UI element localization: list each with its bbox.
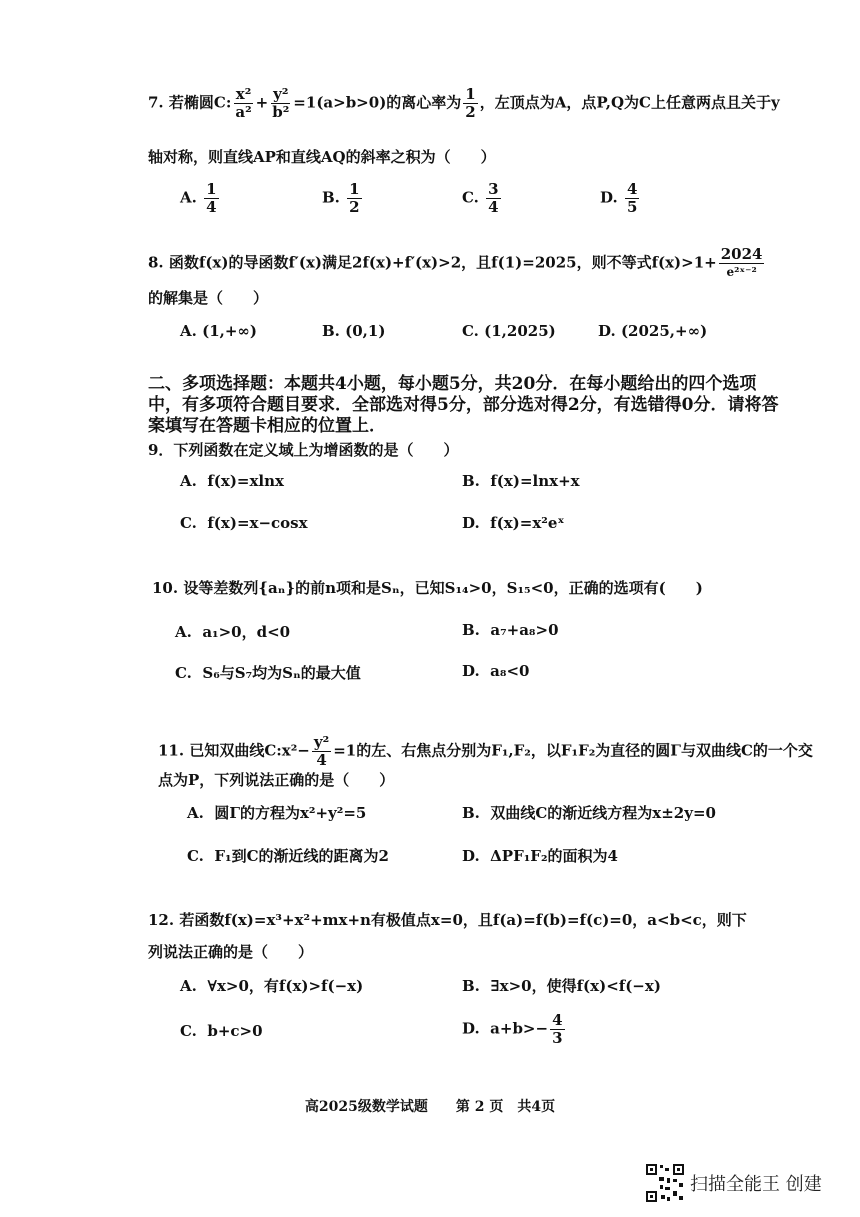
question-11-line2: 点为P，下列说法正确的是（ ）: [158, 771, 395, 789]
q7-end: ，左顶点为A，点P,Q为C上任意两点且关于y: [479, 93, 780, 112]
question-11-line1: 11. 已知双曲线C:x²− $\frac{\text{y²}}{4}$ =1的左、右焦点分别为F₁,F₂，以F₁F₂为直径的圆Γ与双曲线C的一个交: [158, 733, 813, 769]
question-12-line2: 列说法正确的是（ ）: [148, 943, 314, 961]
question-9-stem: 9．下列函数在定义域上为增函数的是（ ）: [148, 441, 459, 459]
question-12-line1: 12. 若函数f(x)=x³+x²+mx+n有极值点x=0，且f(a)=f(b)=f(c)=0，a<b<c，则下: [148, 911, 747, 929]
q8-option-a: A. (1,+∞): [180, 322, 258, 340]
question-10-stem: 10. 设等差数列{aₙ}的前n项和是Sₙ，已知S₁₄>0，S₁₅<0，正确的选项有( ): [152, 579, 703, 597]
q12-option-b: B. ∃x>0，使得f(x)<f(−x): [462, 977, 661, 995]
q7-option-a: A. $\frac{1}{4}$: [180, 180, 217, 216]
question-8-line1: 8. 函数f(x)的导函数f′(x)满足2f(x)+f′(x)>2，且f(1)=2025，则不等式f(x)>1+ $\frac{2024}{\text{e²ˣ⁻²}}$: [148, 245, 763, 279]
question-7-line1: 7. 若椭圆C: $\frac{\text{x²}}{\text{a²}}$ + $\frac{\text{y²}}{\text{b²}}$ =1(a>b>0)的离心率为 $\frac{1}{2}$ ，左顶点为A，点P,Q为C上任意两点且关于y: [148, 85, 780, 121]
q8-option-b: B. (0,1): [322, 322, 386, 340]
q7-tail: (a>b>0)的离心率为: [316, 93, 462, 112]
q11-option-a: A. 圆Γ的方程为x²+y²=5: [187, 804, 367, 822]
fraction-y2-4: $\frac{\text{y²}}{4}$: [313, 733, 330, 769]
q11-option-b: B. 双曲线C的渐近线方程为x±2y=0: [462, 804, 716, 822]
question-8-line2: 的解集是（ ）: [148, 289, 269, 307]
q8-option-d: D. (2025,+∞): [598, 322, 708, 340]
q8-option-c: C. (1,2025): [462, 322, 556, 340]
q11-option-c: C. F₁到C的渐近线的距离为2: [187, 847, 389, 865]
q9-option-b: B. f(x)=lnx+x: [462, 472, 580, 490]
fraction-y2-b2: $\frac{\text{y²}}{\text{b²}}$: [272, 85, 290, 121]
q7-option-c: C. $\frac{3}{4}$: [462, 180, 499, 216]
q7-option-d: D. $\frac{4}{5}$: [600, 180, 638, 216]
q12-option-c: C. b+c>0: [180, 1022, 263, 1040]
q10-option-b: B. a₇+a₈>0: [462, 621, 559, 639]
q12-option-d: D. a+b>− $\frac{4}{3}$: [462, 1011, 563, 1047]
q7-option-b: B. $\frac{1}{2}$: [322, 180, 360, 216]
q7-head: 7. 若椭圆C:: [148, 93, 232, 112]
page-footer: 高2025级数学试题 第 2 页 共4页: [304, 1099, 556, 1115]
scanner-watermark: 扫描全能王 创建: [690, 1174, 822, 1195]
q11-option-d: D. ΔPF₁F₂的面积为4: [462, 847, 618, 865]
section-2-heading: 二、多项选择题：本题共4小题，每小题5分，共20分．在每小题给出的四个选项中，有多项符合题目要求．全部选对得5分，部分选对得2分，有选错得0分．请将答案填写在答题卡相应的位置上．: [148, 374, 779, 436]
q9-option-c: C. f(x)=x−cosx: [180, 514, 308, 532]
q10-option-c: C. S₆与S₇均为Sₙ的最大值: [175, 664, 361, 682]
question-7-line2: 轴对称，则直线AP和直线AQ的斜率之积为（ ）: [148, 148, 496, 166]
qr-code-icon: [645, 1163, 685, 1203]
fraction-4-3: $\frac{4}{3}$: [552, 1011, 563, 1047]
q10-option-a: A. a₁>0，d<0: [175, 623, 291, 641]
q12-option-a: A. ∀x>0，有f(x)>f(−x): [180, 977, 364, 995]
q10-option-d: D. a₈<0: [462, 662, 530, 680]
fraction-eccentricity: $\frac{1}{2}$: [465, 85, 476, 121]
fraction-2024-exp: $\frac{2024}{\text{e²ˣ⁻²}}$: [720, 245, 763, 279]
q9-option-a: A. f(x)=xlnx: [180, 472, 284, 490]
q9-option-d: D. f(x)=x²eˣ: [462, 514, 565, 532]
fraction-x2-a2: $\frac{\text{x²}}{\text{a²}}$: [235, 85, 252, 121]
